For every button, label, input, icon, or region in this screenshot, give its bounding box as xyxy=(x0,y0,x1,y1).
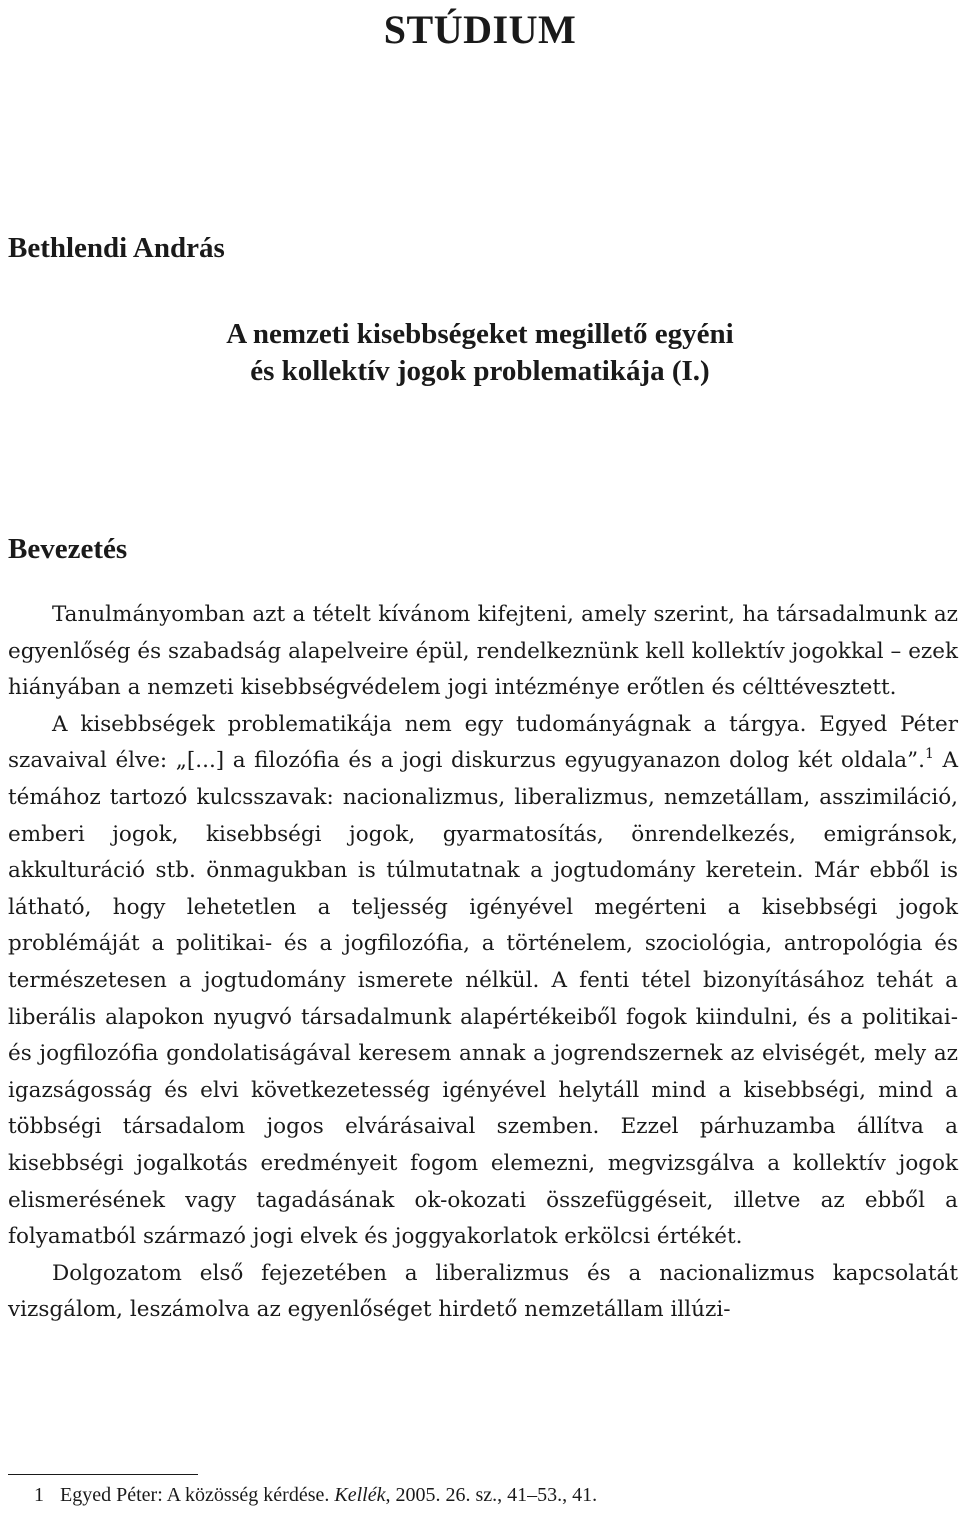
article-title xyxy=(0,316,960,390)
paragraph-3: Dolgozatom első fejezetében a liberalizmus és a nacionalizmus kapcsolatát vizsgálom, leszámolva az egyenlőséget hirdető nemzetállam illúzi- xyxy=(8,1260,958,1323)
author-name: Bethlendi András xyxy=(8,232,225,264)
paragraph-2-text-rest: A témához tartozó kulcsszavak: nacionalizmus, liberalizmus, nemzetállam, asszimiláció, emberi jogok, kisebbségi jogok, gyarmatosítás, önrendelkezés, emigránsok, akkulturáció stb. önmagukban is túlmutatnak a jogtudomány keretein. Már ebből is látható, hogy lehetetlen a teljesség igényével megérteni a kisebbségi jogok problémáját a politikai- és a jogfilozófia, a történelem, szociológia, antropológia és természetesen a jogtudomány ismerete nélkül. A fenti tétel bizonyításához tehát a liberális alapokon nyugvó társadalmunk alapértékeiből fogok kiindulni, és a politikai- és jogfilozófia gondolatiságával keresem annak a jogrendszernek az elviségét, mely az igazságosság és elvi következetesség igényével helytáll mind a kisebbségi, mind a többségi társadalom jogos elvárásaival szemben. Ezzel párhuzamba állítva a kisebbségi jogalkotás eredményeit fogom elemezni, megvizsgálva a kollektív jogok elismerésének vagy tagadásának ok-okozati összefüggéseit, illetve az ebből a folyamatból származó jogi elvek és joggyakorlatok erkölcsi értékét. xyxy=(8,748,958,1250)
footnote-number: 1 xyxy=(34,1484,44,1506)
section-label: STÚDIUM xyxy=(383,7,577,52)
footnote-journal-title: Kellék xyxy=(334,1484,386,1506)
article-body xyxy=(8,597,958,1329)
footnote-reference[interactable]: 1 xyxy=(924,746,934,763)
footnote xyxy=(34,1484,597,1507)
paragraph-1: Tanulmányomban azt a tételt kívánom kifejteni, amely szerint, ha társadalmunk az egyenlőség és szabadság alapelveire épül, rendelkeznünk kell kollektív jogokkal – ezek hiányában a nemzeti kisebbségvédelem jogi intézménye erőtlen és célttévesztett. xyxy=(8,602,958,701)
footnote-divider xyxy=(8,1474,198,1475)
paragraph-2-text-start: A kisebbségek problematikája nem egy tudományágnak a tárgya. Egyed Péter szavaival élve: „[...] a filozófia és a jogi diskurzus egyugyanazon dolog két oldala”. xyxy=(8,711,958,774)
section-heading: Bevezetés xyxy=(8,533,128,565)
footnote-text: Egyed Péter: A közösség kérdése. xyxy=(60,1484,335,1506)
article-title-line-1: A nemzeti kisebbségeket megillető egyéni xyxy=(226,318,734,350)
paragraph-2 xyxy=(8,707,958,1256)
footnote-citation: , 2005. 26. sz., 41–53., 41. xyxy=(385,1484,598,1506)
article-title-line-2: és kollektív jogok problematikája (I.) xyxy=(250,355,710,387)
